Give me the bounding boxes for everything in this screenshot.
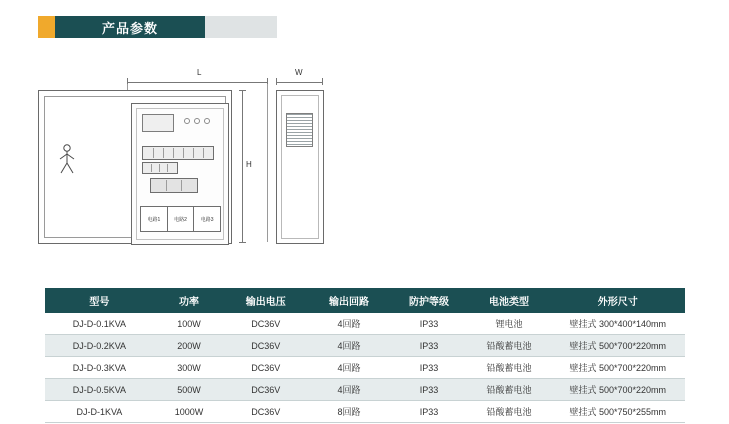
table-cell-protection: IP33 <box>391 335 468 357</box>
dimension-height-label: H <box>246 160 252 169</box>
breaker-block <box>142 146 214 160</box>
dimension-width-label: W <box>295 68 303 77</box>
dimension-length-label: L <box>197 68 202 77</box>
indicator-led-group <box>184 118 210 124</box>
table-cell-dimensions: 壁挂式 500*700*220mm <box>551 335 685 357</box>
table-header-cell: 外形尺寸 <box>551 288 685 313</box>
table-cell-model: DJ-D-0.5KVA <box>45 379 154 401</box>
dimension-width-tick-right <box>322 78 323 85</box>
table-header-cell: 输出回路 <box>307 288 390 313</box>
table-cell-dimensions: 壁挂式 300*400*140mm <box>551 313 685 335</box>
table-cell-power: 100W <box>154 313 224 335</box>
table-cell-circuits: 8回路 <box>307 401 390 423</box>
section-title-label: 产品参数 <box>55 16 205 38</box>
title-tail-block <box>205 16 277 38</box>
table-cell-protection: IP33 <box>391 401 468 423</box>
ventilation-grille <box>286 113 313 147</box>
dimension-height-tick-bottom <box>239 242 246 243</box>
table-cell-model: DJ-D-0.2KVA <box>45 335 154 357</box>
table-cell-voltage: DC36V <box>224 379 307 401</box>
table-row <box>45 335 685 357</box>
dimension-height-tick-top <box>239 90 246 91</box>
terminal-box: 电路2 <box>167 206 195 232</box>
table-header-cell: 功率 <box>154 288 224 313</box>
table-cell-power: 1000W <box>154 401 224 423</box>
table-cell-model: DJ-D-0.3KVA <box>45 357 154 379</box>
table-header-row <box>45 288 685 313</box>
table-cell-protection: IP33 <box>391 379 468 401</box>
indicator-led-icon <box>184 118 190 124</box>
table-cell-protection: IP33 <box>391 313 468 335</box>
cabinet-left-panel <box>51 139 85 179</box>
cabinet-side-view <box>276 90 324 244</box>
table-cell-voltage: DC36V <box>224 401 307 423</box>
table-cell-dimensions: 壁挂式 500*700*220mm <box>551 357 685 379</box>
table-cell-power: 500W <box>154 379 224 401</box>
dimension-length-ext-right <box>267 84 268 242</box>
table-cell-battery: 铅酸蓄电池 <box>467 379 550 401</box>
terminal-box: 电路1 <box>140 206 168 232</box>
table-cell-battery: 铅酸蓄电池 <box>467 335 550 357</box>
table-row <box>45 313 685 335</box>
dimension-height-line <box>242 90 243 242</box>
indicator-led-icon <box>194 118 200 124</box>
table-cell-dimensions: 壁挂式 500*700*220mm <box>551 379 685 401</box>
terminal-box-row <box>140 206 220 232</box>
title-accent-block <box>38 16 55 38</box>
control-display-window <box>142 114 174 132</box>
table-cell-circuits: 4回路 <box>307 335 390 357</box>
table-header-cell: 输出电压 <box>224 288 307 313</box>
table-cell-model: DJ-D-0.1KVA <box>45 313 154 335</box>
table-cell-battery: 铅酸蓄电池 <box>467 357 550 379</box>
table-header-cell: 防护等级 <box>391 288 468 313</box>
product-drawing <box>30 70 390 260</box>
controller-module-block <box>150 178 198 193</box>
table-row <box>45 357 685 379</box>
table-cell-circuits: 4回路 <box>307 379 390 401</box>
cabinet-door-panel <box>131 103 229 245</box>
dimension-width-tick-left <box>276 78 277 85</box>
indicator-led-icon <box>204 118 210 124</box>
table-header-cell: 电池类型 <box>467 288 550 313</box>
section-title <box>38 16 277 38</box>
terminal-box: 电路3 <box>193 206 221 232</box>
table-cell-battery: 铅酸蓄电池 <box>467 401 550 423</box>
table-cell-voltage: DC36V <box>224 335 307 357</box>
cabinet-front-view <box>38 90 232 244</box>
table-row <box>45 379 685 401</box>
specification-table <box>45 288 685 423</box>
table-cell-voltage: DC36V <box>224 357 307 379</box>
dimension-width-line <box>276 82 322 83</box>
table-cell-battery: 锂电池 <box>467 313 550 335</box>
dimension-length-line <box>127 82 267 83</box>
table-cell-power: 200W <box>154 335 224 357</box>
table-cell-circuits: 4回路 <box>307 357 390 379</box>
table-cell-power: 300W <box>154 357 224 379</box>
table-row <box>45 401 685 423</box>
person-symbol-icon <box>57 143 77 175</box>
table-cell-circuits: 4回路 <box>307 313 390 335</box>
table-cell-model: DJ-D-1KVA <box>45 401 154 423</box>
table-cell-dimensions: 壁挂式 500*750*255mm <box>551 401 685 423</box>
table-cell-voltage: DC36V <box>224 313 307 335</box>
table-cell-protection: IP33 <box>391 357 468 379</box>
breaker-block <box>142 162 178 174</box>
table-header-cell: 型号 <box>45 288 154 313</box>
